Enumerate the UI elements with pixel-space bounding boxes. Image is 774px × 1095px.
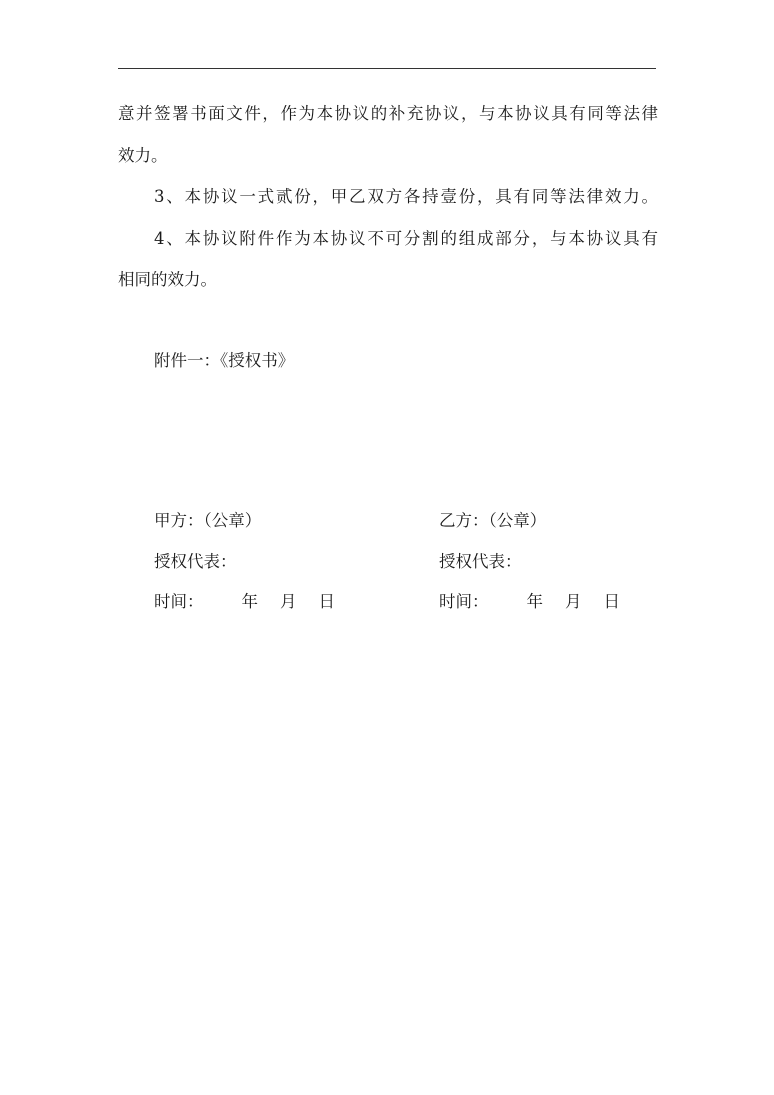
- party-b-month: 月: [565, 592, 582, 611]
- party-a-month: 月: [280, 592, 297, 611]
- party-a-year: 年: [241, 592, 258, 611]
- party-b-seal-label: 乙方：（公章）: [439, 511, 547, 530]
- party-a-day: 日: [318, 592, 335, 611]
- party-a-seal-label: 甲方：（公章）: [154, 511, 262, 530]
- clause-continuation-line2: 效力。: [118, 146, 168, 165]
- party-b-date-label: 时间：: [439, 592, 489, 611]
- party-a-date-row: [154, 591, 335, 613]
- attachment-reference: 附件一：《授权书》: [154, 351, 295, 370]
- clause-4-line1: 4、本协议附件作为本协议不可分割的组成部分，与本协议具有: [154, 229, 658, 248]
- party-b-date-row: [439, 591, 620, 613]
- clause-3: 3、本协议一式贰份，甲乙双方各持壹份，具有同等法律效力。: [154, 187, 658, 206]
- party-b-rep-label: 授权代表：: [439, 552, 522, 571]
- header-rule: [118, 68, 656, 69]
- clause-4-line2: 相同的效力。: [118, 270, 217, 289]
- party-b-year: 年: [526, 592, 543, 611]
- party-a-rep-label: 授权代表：: [154, 552, 237, 571]
- party-a-date-label: 时间：: [154, 592, 204, 611]
- clause-continuation-line1: 意并签署书面文件，作为本协议的补充协议，与本协议具有同等法律: [118, 104, 658, 123]
- party-b-day: 日: [603, 592, 620, 611]
